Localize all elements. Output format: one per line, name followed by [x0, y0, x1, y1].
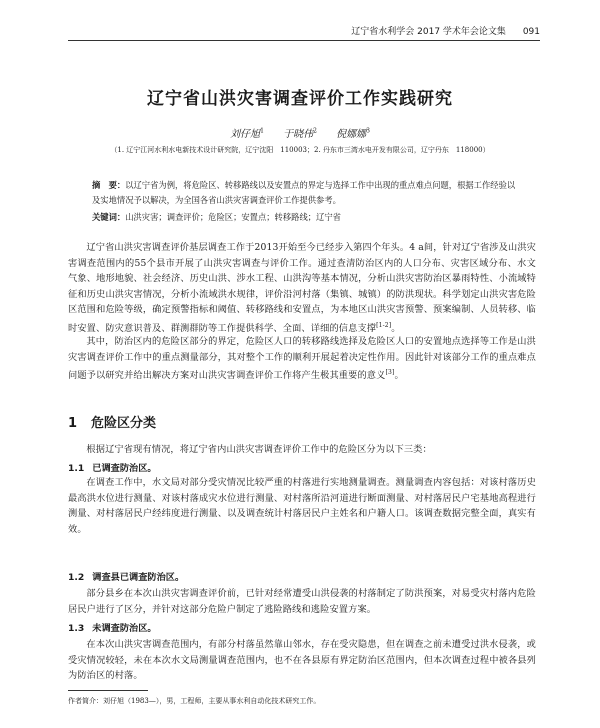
keywords-label: 关键词： [92, 212, 126, 222]
section-heading: 1 危险区分类 [68, 416, 157, 431]
running-head [351, 24, 540, 37]
paper-title: 辽宁省山洪灾害调查评价工作实践研究 [147, 89, 453, 109]
author: 刘仔旭$^1$ [230, 127, 264, 140]
intro-paragraph-1: 辽宁省山洪灾害调查评价基层调查工作于2013开始至今已经步入第四个年头。4 a间，针对辽宁省涉及山洪灾害调查范围内的55个县市开展了山洪灾害调查与评价工作。通过查清防治区内的人口分布、灾害区域分布、水文气象、地形地貌、社会经济、历史山洪、涉水工程、山洪沟等基本情况，分析山洪灾害防治区暴雨特性、小流域特征和历史山洪灾害情况，分析小流域洪水规律，评价沿河村落（集镇、城镇）的防洪现状。科学划定山洪灾害危险区范围和危险等级，确定预警指标和阈值、转移路线和安置点，为本地区山洪灾害预警、预案编制、人员转移、临时安置、防灾意识普及、群测群防等工作提供科学、全面、详细的信息支撑[1-2]。 [68, 242, 536, 335]
header-rule [68, 40, 540, 41]
subsection-1-1-paragraph: 在调查工作中，水文局对部分受灾情况比较严重的村落进行实地测量调查。测量调查内容包括：对该村落历史最高洪水位进行测量、对该村落成灾水位进行测量、对村落所沿河道进行断面测量、对村落居民户宅基地高程进行测量、对村落居民户经纬度进行测量、以及调查统计村落居民户主姓名和户籍人口。该调查数据完整全面，真实有效。 [68, 477, 536, 535]
footnote-rule [68, 690, 148, 691]
citation: [3] [385, 369, 395, 377]
subsection-1-3-paragraph: 在本次山洪灾害调查范围内，有部分村落虽然靠山邻水，存在受灾隐患，但在调查之前未遭受过洪水侵袭，或受灾情况较轻，未在本次水文局测量调查范围内，也不在各县原有界定防治区范围内，但本次调查过程中被各县列为防治区的村落。 [68, 639, 536, 682]
author-line [0, 125, 600, 140]
section-1-intro: 根据辽宁省现有情况，将辽宁省内山洪灾害调查评价工作中的危险区分为以下三类： [86, 444, 432, 455]
affiliations: （1. 辽宁江河水利水电新技术设计研究院，辽宁沈阳 110003；2. 丹东市三湾水电开发有限公司，辽宁丹东 118000） [110, 146, 490, 154]
abstract-text: 以辽宁省为例，将危险区、转移路线以及安置点的界定与选择工作中出现的重点难点问题，根据工作经验以及实地情况予以解决，为全国各省山洪灾害调查评价工作提供参考。 [92, 180, 516, 205]
subsection-heading: 1.1 已调查防治区。 [68, 463, 157, 474]
citation: [1-2] [376, 321, 392, 329]
page-number: 091 [522, 27, 540, 37]
journal-name: 辽宁省水利学会 2017 学术年会论文集 [351, 27, 506, 37]
abstract [92, 178, 522, 208]
keywords-text: 山洪灾害；调查评价；危险区；安置点；转移路线；辽宁省 [125, 212, 341, 222]
abstract-label: 摘 要： [92, 180, 126, 190]
subsection-heading: 1.3 未调查防治区。 [68, 623, 157, 634]
author: 于晓伟$^2$ [283, 127, 317, 140]
subsection-heading: 1.2 调查县已调查防治区。 [68, 572, 185, 583]
author-footnote: 作者简介：刘仔旭（1983—），男，工程师，主要从事水利自动化技术研究工作。 [68, 697, 321, 705]
subsection-1-2-paragraph: 部分县乡在本次山洪灾害调查评价前，已针对经常遭受山洪侵袭的村落制定了防洪预案，对易受灾村落内危险居民户进行了区分，并针对这部分危险户制定了逃险路线和逃险安置方案。 [68, 588, 536, 615]
intro-paragraph-2: 其中，防治区内的危险区部分的界定，危险区人口的转移路线选择及危险区人口的安置地点选择等工作是山洪灾害调查评价工作中的重点测量部分，其对整个工作的顺利开展起着决定性作用。因此针对该部分工作的重点难点问题予以研究并给出解决方案对山洪灾害调查评价工作将产生极其重要的意义[3]。 [68, 336, 536, 382]
keywords [92, 211, 522, 223]
author: 倪娜娜$^3$ [336, 127, 370, 140]
